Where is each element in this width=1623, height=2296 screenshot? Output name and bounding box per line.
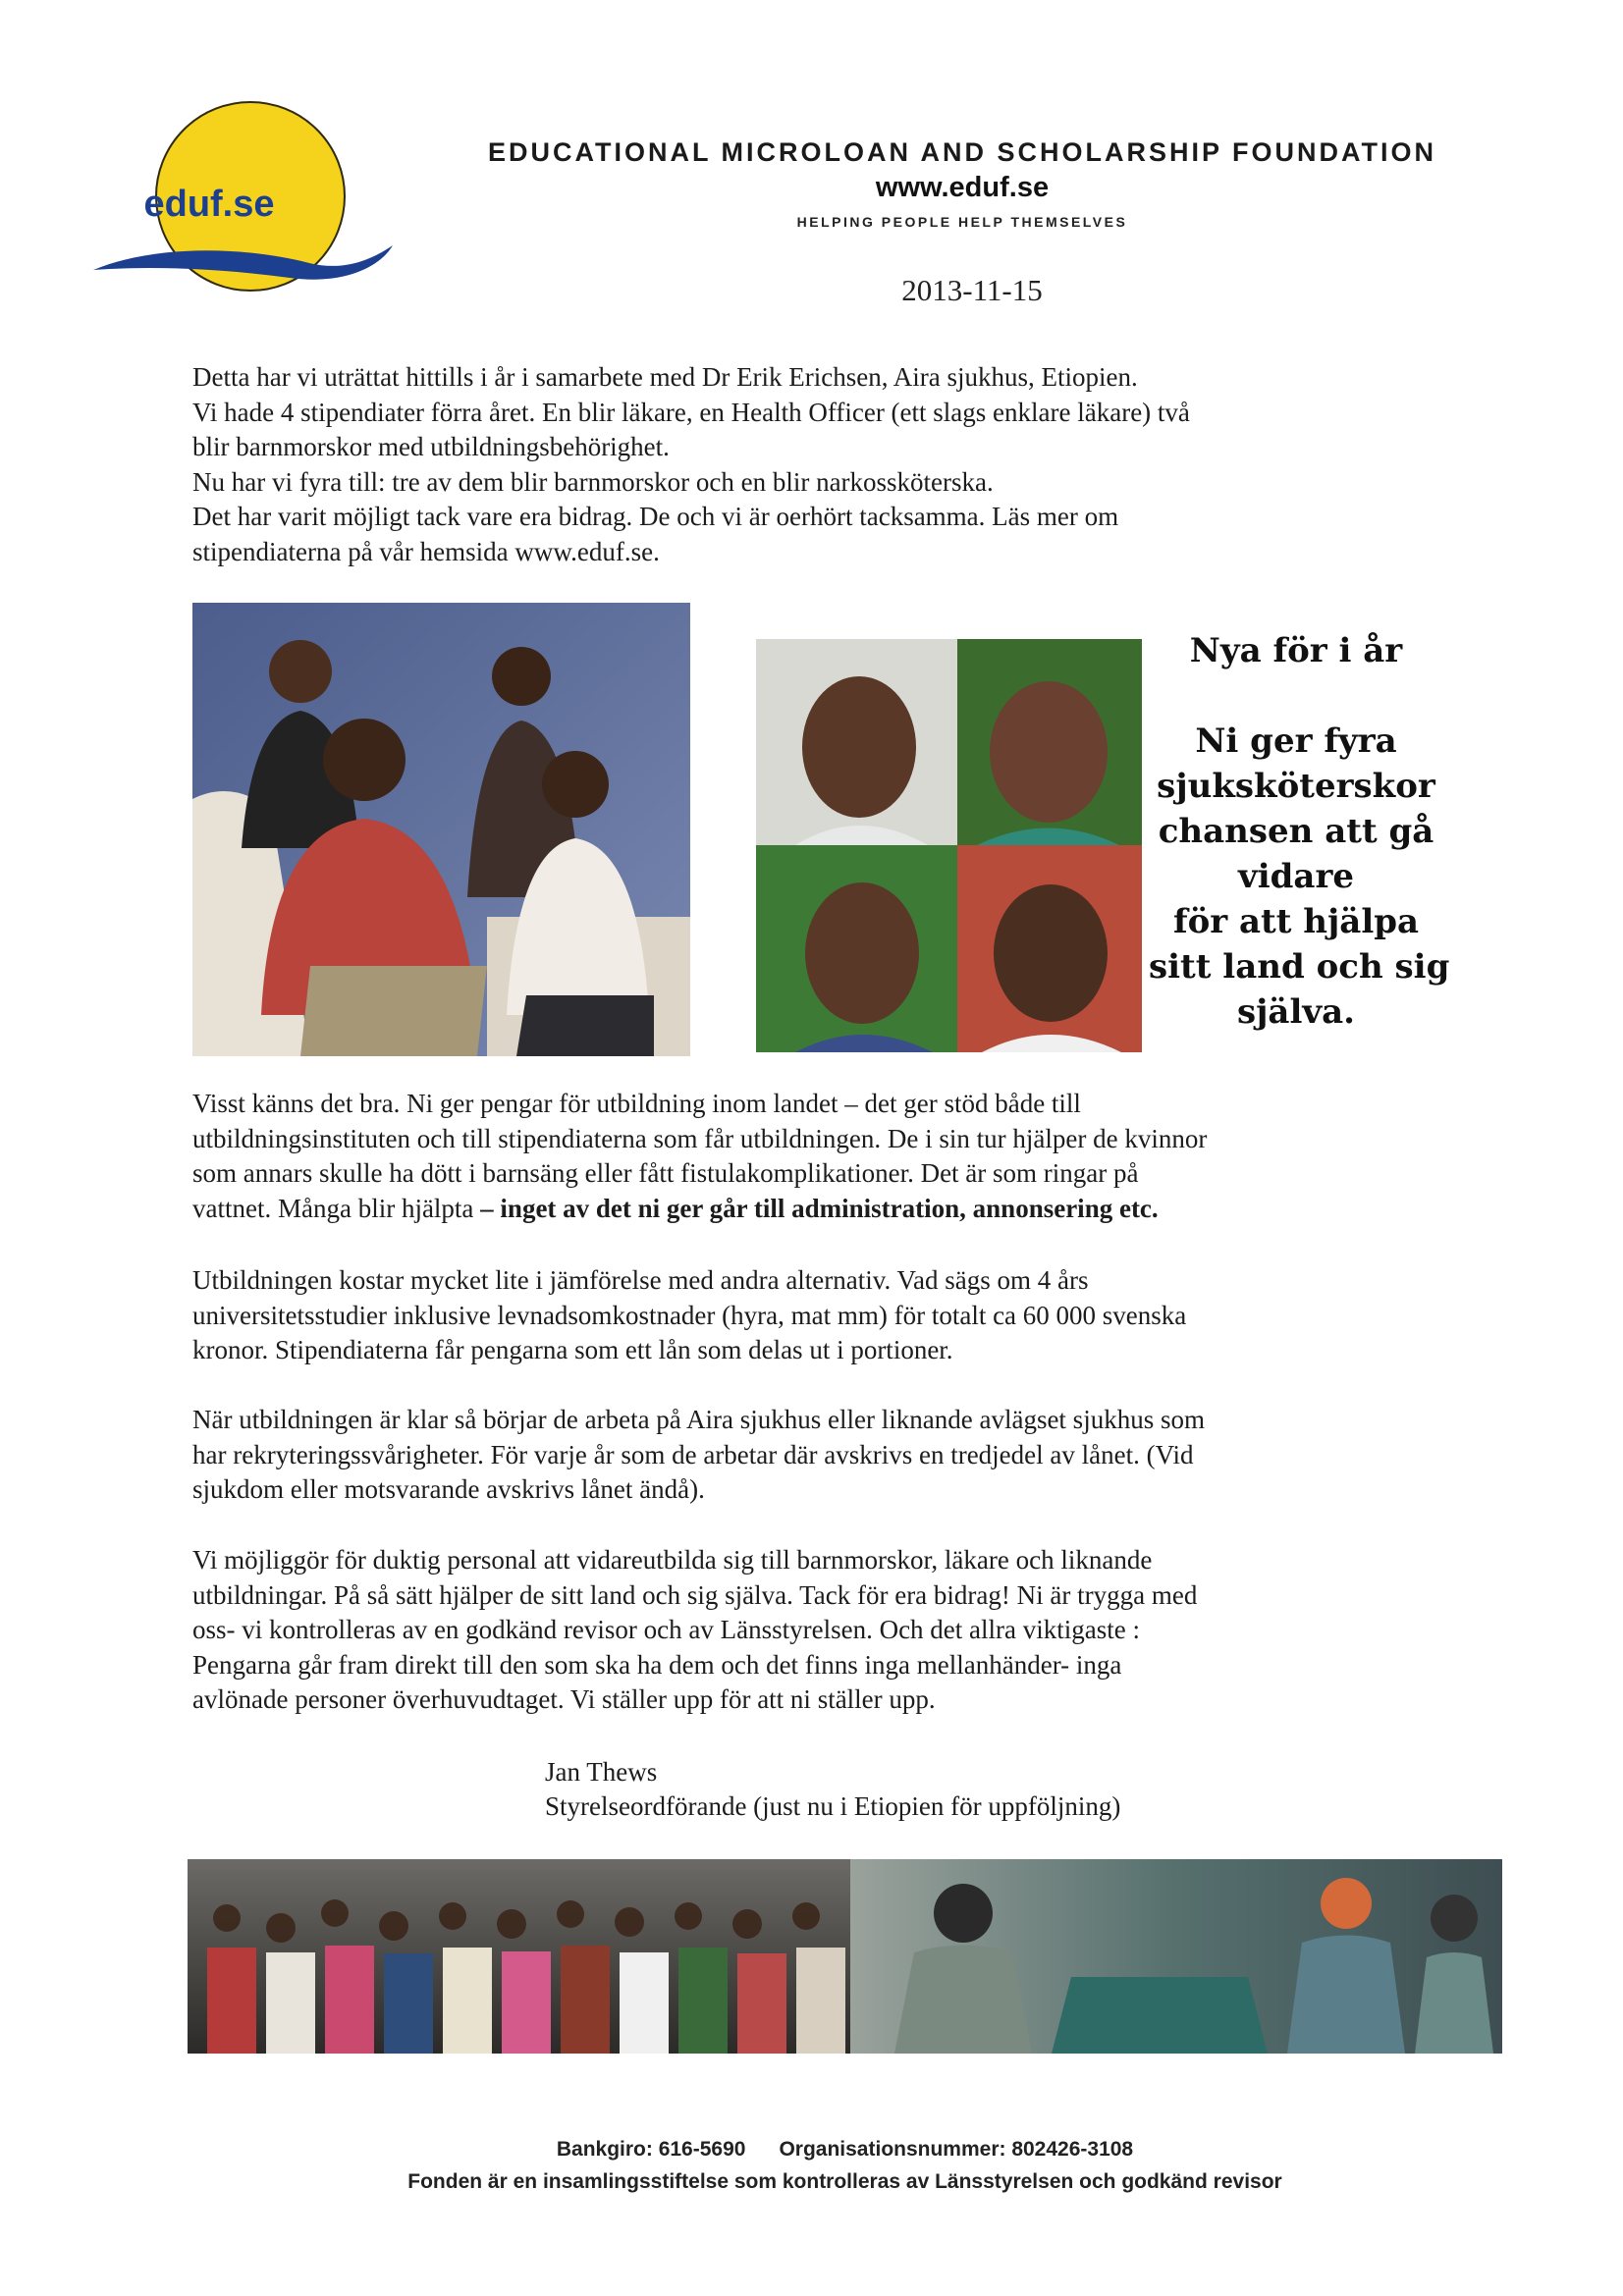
footer-orgnr: Organisationsnummer: 802426-3108 bbox=[779, 2138, 1134, 2161]
no-admin-emphasis: – inget av det ni ger går till administration, annonsering etc. bbox=[480, 1193, 1159, 1223]
paragraph-line: sjukdom eller motsvarande avskrivs lånet ändå). bbox=[192, 1474, 705, 1504]
callout-box bbox=[1149, 628, 1450, 1035]
organization-tagline: HELPING PEOPLE HELP THEMSELVES bbox=[796, 214, 1128, 230]
callout-line: chansen att gå bbox=[1158, 812, 1434, 851]
signature bbox=[545, 1755, 1330, 1824]
intro-line: blir barnmorskor med utbildningsbehörighet. bbox=[192, 432, 670, 461]
intro-line: stipendiaterna på vår hemsida www.eduf.se. bbox=[192, 536, 660, 566]
callout-line: vidare bbox=[1237, 857, 1355, 896]
logo-text: eduf.se bbox=[143, 184, 275, 225]
paragraph-line: När utbildningen är klar så börjar de arbeta på Aira sjukhus eller liknande avlägset sjukhus som bbox=[192, 1405, 1205, 1434]
paragraph-line: utbildningar. På så sätt hjälper de sitt land och sig själva. Tack för era bidrag! Ni är trygga med bbox=[192, 1579, 1198, 1610]
paragraph-text: vattnet. Många blir hjälpta bbox=[192, 1193, 481, 1223]
document-date: 2013-11-15 bbox=[901, 273, 1043, 307]
signature-name: Jan Thews bbox=[545, 1757, 658, 1787]
paragraph-line: har rekryteringssvårigheter. För varje år som de arbetar där avskrivs en tredjedel av lånet. (Vid bbox=[192, 1439, 1194, 1469]
footer-bankgiro: Bankgiro: 616-5690 bbox=[556, 2138, 746, 2161]
paragraph-line: universitetsstudier inklusive levnadsomkostnader (hyra, mat mm) för totalt ca 60 000 svenska bbox=[192, 1300, 1187, 1330]
group-photo bbox=[192, 603, 690, 1056]
intro-line: Det har varit möjligt tack vare era bidrag. De och vi är oerhört tacksamma. Läs mer om bbox=[192, 502, 1119, 531]
paragraph-line: utbildningsinstituten och till stipendiaterna som får utbildningen. De i sin tur hjälper de kvinnor bbox=[192, 1123, 1208, 1153]
paragraph-line: oss- vi kontrolleras av en godkänd revisor och av Länsstyrelsen. Och det allra viktigaste : bbox=[192, 1615, 1140, 1644]
thanks-paragraph bbox=[192, 1543, 1430, 1718]
benefits-paragraph bbox=[192, 1087, 1430, 1226]
footer-statement: Fonden är en insamlingsstiftelse som kontrolleras av Länsstyrelsen och godkänd revisor bbox=[407, 2170, 1282, 2193]
callout-line: sjuksköterskor bbox=[1157, 767, 1435, 806]
callout-line: Ni ger fyra bbox=[1195, 721, 1397, 761]
paragraph-line: Utbildningen kostar mycket lite i jämförelse med andra alternativ. Vad sägs om 4 års bbox=[192, 1265, 1089, 1295]
footer-bank-info bbox=[188, 2138, 1502, 2162]
cost-paragraph bbox=[192, 1263, 1430, 1368]
intro-line: Nu har vi fyra till: tre av dem blir barnmorskor och en blir narkossköterska. bbox=[192, 466, 994, 497]
paragraph-line bbox=[192, 1192, 1430, 1227]
eduf-logo bbox=[93, 98, 407, 294]
intro-line: Detta har vi uträttat hittills i år i samarbete med Dr Erik Erichsen, Aira sjukhus, Etiopien. bbox=[192, 362, 1138, 392]
callout-line: själva. bbox=[1236, 992, 1355, 1032]
callout-line: för att hjälpa bbox=[1172, 902, 1420, 941]
paragraph-line: Visst känns det bra. Ni ger pengar för utbildning inom landet – det ger stöd både till bbox=[192, 1089, 1081, 1118]
paragraph-line: Pengarna går fram direkt till den som ska ha dem och det finns inga mellanhänder- inga bbox=[192, 1649, 1122, 1680]
logo-graphic bbox=[93, 98, 407, 294]
organization-website[interactable]: www.eduf.se bbox=[875, 172, 1050, 203]
paragraph-line: som annars skulle ha dött i barnsäng eller fått fistulakomplikationer. Det är som ringar på bbox=[192, 1158, 1139, 1188]
banner-photo bbox=[188, 1859, 1502, 2054]
signature-role: Styrelseordförande (just nu i Etiopien för uppföljning) bbox=[545, 1791, 1121, 1821]
portraits-photo bbox=[756, 639, 1142, 1052]
paragraph-line: kronor. Stipendiaterna får pengarna som ett lån som delas ut i portioner. bbox=[192, 1335, 953, 1364]
intro-paragraph bbox=[192, 360, 1430, 569]
paragraph-line: avlönade personer överhuvudtaget. Vi ställer upp för att ni ställer upp. bbox=[192, 1684, 936, 1714]
callout-line: sitt land och sig bbox=[1149, 947, 1450, 987]
callout-heading: Nya för i år bbox=[1189, 631, 1403, 670]
organization-name: EDUCATIONAL MICROLOAN AND SCHOLARSHIP FOUNDATION bbox=[488, 137, 1436, 167]
intro-line: Vi hade 4 stipendiater förra året. En blir läkare, en Health Officer (ett slags enklare läkare) två bbox=[192, 397, 1190, 427]
paragraph-line: Vi möjliggör för duktig personal att vidareutbilda sig till barnmorskor, läkare och liknande bbox=[192, 1545, 1153, 1575]
loan-paragraph bbox=[192, 1403, 1430, 1508]
